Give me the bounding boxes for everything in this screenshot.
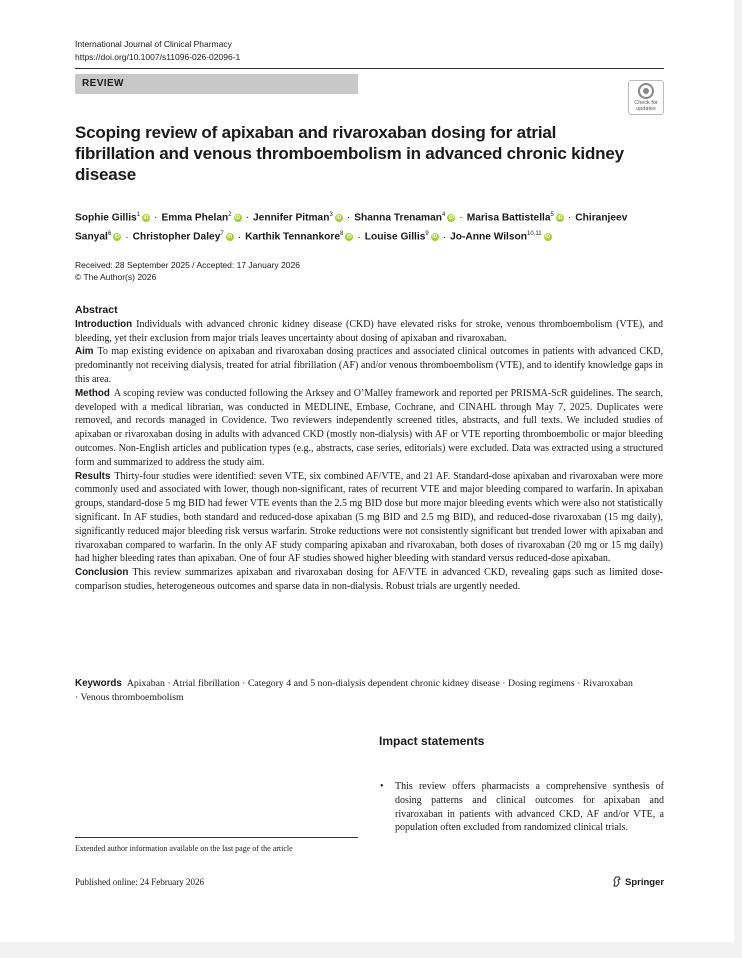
orcid-icon[interactable]: iD (557, 214, 563, 221)
orcid-icon[interactable]: iD (143, 214, 149, 221)
author-name[interactable]: Karthik Tennankore (245, 231, 341, 243)
author-affiliation: 2 (228, 212, 232, 218)
author-affiliation: 10,11 (527, 231, 542, 238)
author-name[interactable]: Shanna Trenaman (354, 212, 442, 224)
abstract-results: Results Thirty-four studies were identified: seven VTE, six combined AF/VTE, and 21 AF. Standard-dose apixaban and rivaroxaban were more commonly used and associated with lower, though non-significant, rates of recurrent VTE and major bleeding compared to warfarin. In apixaban groups, standard-dose 5 mg BID had fewer VTE events than the 2.5 mg BID dose but more major bleeding events which were also not statistically significant. In AF studies, both standard and reduced-dose apixaban (5 mg BID and 2.5 mg BID), and reduced-dose rivaroxaban (15 mg daily), significantly reduced major bleeding risk versus warfarin. Stroke reductions were not consistently significant but trended lower with apixaban and rivaroxaban compared to warfarin. In the only AF study comparing apixaban and rivaroxaban, both doses of rivaroxaban (20 mg or 15 mg daily) had higher bleeding rates than apixaban. One of four AF studies showed higher bleeding with standard versus reduced-dose apixaban. (75, 470, 663, 565)
keywords (75, 677, 635, 705)
author-affiliation: 1 (136, 212, 141, 218)
author-affiliation: 9 (425, 231, 429, 238)
author-affiliation: 6 (107, 231, 112, 238)
publisher-logo: Springer (612, 876, 664, 888)
author-separator: · (357, 231, 361, 243)
author-affiliation: 8 (340, 231, 344, 238)
author-name[interactable]: Jennifer Pitman (253, 212, 330, 224)
impact-heading: Impact statements (379, 734, 485, 748)
received-accepted: Received: 28 September 2025 / Accepted: 17 January 2026 (75, 260, 300, 270)
abstract-method: Method A scoping review was conducted following the Arksey and O’Malley framework and reported per PRISMA-ScR guidelines. The search, developed with a medical librarian, was conducted in MEDLINE, Embase, Cochrane, and CINAHL through May 7, 2025. Duplicates were removed, and records managed in Covidence. Two reviewers independently screened titles, abstracts, and full texts. We included studies of apixaban or rivaroxaban dosing in adults with advanced CKD (mostly non-dialysis) with AF or VTE reporting thromboembolic or major bleeding outcomes. Non-English articles and publication types (e.g., abstracts, case series, editorials) were excluded. Data was extracted using a structured form and summarized to address the study aim. (75, 387, 663, 468)
author-separator: · (459, 212, 463, 224)
author-separator: · (125, 231, 129, 243)
orcid-icon[interactable]: iD (432, 234, 438, 241)
author-separator: · (245, 212, 250, 224)
abstract-conclusion: Conclusion This review summarizes apixaban and rivaroxaban dosing for AF/VTE in advanced CKD, revealing gaps such as limited dose-comparison studies, heterogeneous outcomes and sparse data in non-dialysis. Robust trials are urgently needed. (75, 567, 663, 592)
abstract-introduction: Introduction Individuals with advanced chronic kidney disease (CKD) have elevated risks for stroke, venous thromboembolism (VTE), and bleeding, yet their exclusion from major trials leaves uncertainty about dosing of apixaban and rivaroxaban. (75, 318, 663, 344)
section-label: REVIEW (75, 74, 358, 94)
author-name[interactable]: Marisa Battistella (466, 212, 551, 224)
springer-horse-icon (612, 876, 622, 887)
orcid-icon[interactable]: iD (346, 234, 352, 241)
author-separator: · (442, 231, 447, 243)
author-affiliation: 4 (441, 212, 446, 218)
keywords-text: Apixaban · Atrial fibrillation · Category 4 and 5 non-dialysis dependent chronic kidney disease · Dosing regimens · Rivaroxaban · Venous thromboembolism (75, 678, 633, 703)
header-rule (75, 68, 664, 69)
keywords-label: Keywords (75, 678, 122, 689)
footnote-rule (75, 837, 358, 838)
journal-header (75, 38, 240, 64)
author-list (75, 207, 665, 246)
author-name[interactable]: Jo-Anne Wilson (450, 231, 527, 243)
orcid-icon[interactable]: iD (448, 214, 454, 221)
author-affiliation: 3 (329, 212, 333, 218)
check-updates-icon (638, 83, 654, 99)
author-info-footnote: Extended author information available on the last page of the article (75, 844, 293, 853)
orcid-icon[interactable]: iD (545, 234, 551, 241)
abstract-heading: Abstract (75, 304, 118, 316)
orcid-icon[interactable]: iD (114, 234, 120, 241)
author-name[interactable]: Chiranjeev Sanyal (75, 212, 628, 243)
copyright: © The Author(s) 2026 (75, 272, 157, 282)
author-affiliation: 7 (220, 231, 224, 238)
author-separator: · (154, 212, 158, 224)
doi-link[interactable]: https://doi.org/10.1007/s11096-026-02096-1 (75, 52, 241, 62)
author-name[interactable]: Christopher Daley (132, 231, 221, 243)
published-date: Published online: 24 February 2026 (75, 877, 204, 887)
orcid-icon[interactable]: iD (336, 214, 342, 221)
abstract-aim: Aim To map existing evidence on apixaban and rivaroxaban dosing practices and associated clinical outcomes in patients with advanced CKD, predominantly not receiving dialysis, treated for atrial fibrillation (AF) and/or venous thromboembolism (VTE), and to identify knowledge gaps in this area. (75, 346, 663, 385)
author-name[interactable]: Sophie Gillis (75, 212, 137, 224)
author-name[interactable]: Louise Gillis (364, 231, 426, 243)
orcid-icon[interactable]: iD (235, 214, 241, 221)
author-name[interactable]: Emma Phelan (161, 212, 229, 224)
journal-name: International Journal of Clinical Pharmacy (75, 39, 232, 49)
orcid-icon[interactable]: iD (227, 234, 233, 241)
author-separator: · (567, 212, 572, 224)
abstract (75, 304, 663, 594)
author-separator: · (346, 212, 351, 224)
article-dates (75, 259, 300, 283)
bullet-icon: • (380, 781, 384, 792)
check-for-updates-button[interactable]: Check for updates (628, 80, 664, 115)
author-affiliation: 5 (550, 212, 554, 218)
author-separator: · (237, 231, 242, 243)
article-title: Scoping review of apixaban and rivaroxaban dosing for atrial fibrillation and venous thromboembolism in advanced chronic kidney disease (75, 123, 624, 184)
impact-item: • This review offers pharmacists a comprehensive synthesis of dosing patterns and clinical outcomes for apixaban and rivaroxaban in patients with advanced CKD, AF and/or VTE, a population often excluded from randomized clinical trials. (380, 781, 664, 834)
